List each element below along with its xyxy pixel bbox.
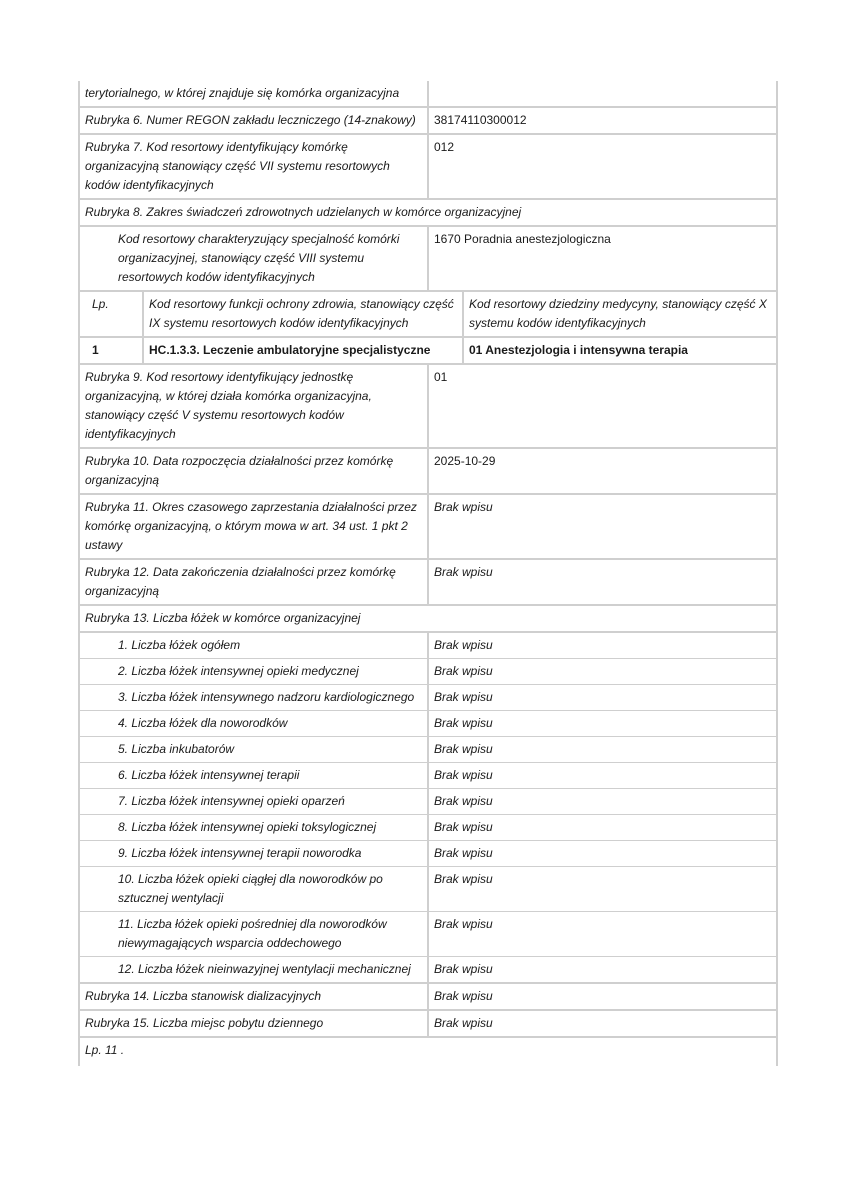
- beds-label: 3. Liczba łóżek intensywnego nadzoru kardiologicznego: [80, 685, 429, 710]
- rubric-7-label: Rubryka 7. Kod resortowy identyfikujący komórkę organizacyjną stanowiący część VII systemu resortowych kodów identyfikacyjnych: [80, 135, 429, 198]
- beds-row: [78, 633, 778, 659]
- beds-label: 8. Liczba łóżek intensywnej opieki toksylogicznej: [80, 815, 429, 840]
- rubric-9-row: [78, 365, 778, 449]
- rubric-8-specialty-row: [78, 227, 778, 292]
- beds-label: 1. Liczba łóżek ogółem: [80, 633, 429, 658]
- rubric-9-value: 01: [434, 370, 448, 384]
- rubric-7-row: [78, 135, 778, 200]
- rubric-5-value: [429, 81, 776, 106]
- functions-lp-header: Lp.: [80, 292, 144, 336]
- rubric-5-label-tail: terytorialnego, w której znajduje się komórka organizacyjna: [80, 81, 429, 106]
- rubric-8-row: [78, 200, 778, 227]
- rubric-10-value: 2025-10-29: [434, 454, 496, 468]
- rubric-11-value: Brak wpisu: [434, 500, 493, 514]
- beds-row: [78, 867, 778, 912]
- beds-label: 12. Liczba łóżek nieinwazyjnej wentylacji mechanicznej: [80, 957, 429, 982]
- beds-value: Brak wpisu: [434, 962, 493, 976]
- rubric-10-row: [78, 449, 778, 495]
- rubric-12-row: [78, 560, 778, 606]
- beds-label: 7. Liczba łóżek intensywnej opieki oparzeń: [80, 789, 429, 814]
- beds-row: [78, 912, 778, 957]
- beds-value: Brak wpisu: [434, 872, 493, 886]
- functions-row-code: HC.1.3.3. Leczenie ambulatoryjne specjalistyczne: [144, 338, 464, 363]
- beds-row: [78, 815, 778, 841]
- next-entry-row: [78, 1038, 778, 1066]
- beds-label: 2. Liczba łóżek intensywnej opieki medycznej: [80, 659, 429, 684]
- rubric-15-label: Rubryka 15. Liczba miejsc pobytu dziennego: [80, 1011, 429, 1036]
- rubric-15-row: [78, 1011, 778, 1038]
- beds-value: Brak wpisu: [434, 664, 493, 678]
- rubric-11-label: Rubryka 11. Okres czasowego zaprzestania działalności przez komórkę organizacyjną, o którym mowa w art. 34 ust. 1 pkt 2 ustawy: [80, 495, 429, 558]
- rubric-14-label: Rubryka 14. Liczba stanowisk dializacyjnych: [80, 984, 429, 1009]
- next-entry-lp: Lp. 11 .: [85, 1043, 125, 1057]
- rubric-12-value: Brak wpisu: [434, 565, 493, 579]
- rubric-5-row: [78, 81, 778, 108]
- rubric-7-value: 012: [434, 140, 455, 154]
- beds-row: [78, 737, 778, 763]
- rubric-8-specialty-label: Kod resortowy charakteryzujący specjalność komórki organizacyjnej, stanowiący część VIII systemu resortowych kodów identyfikacyjnych: [80, 227, 429, 290]
- beds-value: Brak wpisu: [434, 690, 493, 704]
- rubric-12-label: Rubryka 12. Data zakończenia działalności przez komórkę organizacyjną: [80, 560, 429, 604]
- beds-value: Brak wpisu: [434, 794, 493, 808]
- beds-row: [78, 789, 778, 815]
- medical-field-header: Kod resortowy dziedziny medycyny, stanowiący część X systemu kodów identyfikacyjnych: [469, 297, 767, 330]
- beds-label: 11. Liczba łóżek opieki pośredniej dla noworodków niewymagających wsparcia oddechowego: [80, 912, 429, 956]
- registry-document: [78, 81, 778, 1066]
- beds-label: 5. Liczba inkubatorów: [80, 737, 429, 762]
- beds-value: Brak wpisu: [434, 716, 493, 730]
- beds-row: [78, 841, 778, 867]
- beds-value: Brak wpisu: [434, 768, 493, 782]
- rubric-8-specialty-value: 1670 Poradnia anestezjologiczna: [434, 232, 611, 246]
- rubric-13-label: Rubryka 13. Liczba łóżek w komórce organizacyjnej: [85, 611, 361, 625]
- beds-row: [78, 659, 778, 685]
- beds-label: 6. Liczba łóżek intensywnej terapii: [80, 763, 429, 788]
- rubric-9-label: Rubryka 9. Kod resortowy identyfikujący jednostkę organizacyjną, w której działa komórka organizacyjna, stanowiący część V systemu resortowych kodów identyfikacyjnych: [80, 365, 429, 447]
- beds-value: Brak wpisu: [434, 638, 493, 652]
- rubric-10-label: Rubryka 10. Data rozpoczęcia działalności przez komórkę organizacyjną: [80, 449, 429, 493]
- functions-table-header: [78, 292, 778, 338]
- beds-label: 4. Liczba łóżek dla noworodków: [80, 711, 429, 736]
- rubric-13-row: [78, 606, 778, 633]
- rubric-8-label: Rubryka 8. Zakres świadczeń zdrowotnych udzielanych w komórce organizacyjnej: [85, 205, 522, 219]
- beds-value: Brak wpisu: [434, 820, 493, 834]
- beds-label: 9. Liczba łóżek intensywnej terapii noworodka: [80, 841, 429, 866]
- beds-value: Brak wpisu: [434, 917, 493, 931]
- beds-label: 10. Liczba łóżek opieki ciągłej dla noworodków po sztucznej wentylacji: [80, 867, 429, 911]
- functions-table-row: [78, 338, 778, 365]
- rubric-14-value: Brak wpisu: [434, 989, 493, 1003]
- beds-value: Brak wpisu: [434, 846, 493, 860]
- beds-row: [78, 763, 778, 789]
- beds-row: [78, 685, 778, 711]
- functions-row-field: 01 Anestezjologia i intensywna terapia: [469, 343, 688, 357]
- beds-value: Brak wpisu: [434, 742, 493, 756]
- rubric-6-row: [78, 108, 778, 135]
- rubric-15-value: Brak wpisu: [434, 1016, 493, 1030]
- rubric-14-row: [78, 984, 778, 1011]
- functions-row-lp: 1: [80, 338, 144, 363]
- beds-row: [78, 711, 778, 737]
- functions-code-header: Kod resortowy funkcji ochrony zdrowia, stanowiący część IX systemu resortowych kodów identyfikacyjnych: [144, 292, 464, 336]
- beds-row: [78, 957, 778, 984]
- rubric-6-label: Rubryka 6. Numer REGON zakładu leczniczego (14-znakowy): [80, 108, 429, 133]
- rubric-11-row: [78, 495, 778, 560]
- rubric-6-value: 38174110300012: [434, 113, 527, 127]
